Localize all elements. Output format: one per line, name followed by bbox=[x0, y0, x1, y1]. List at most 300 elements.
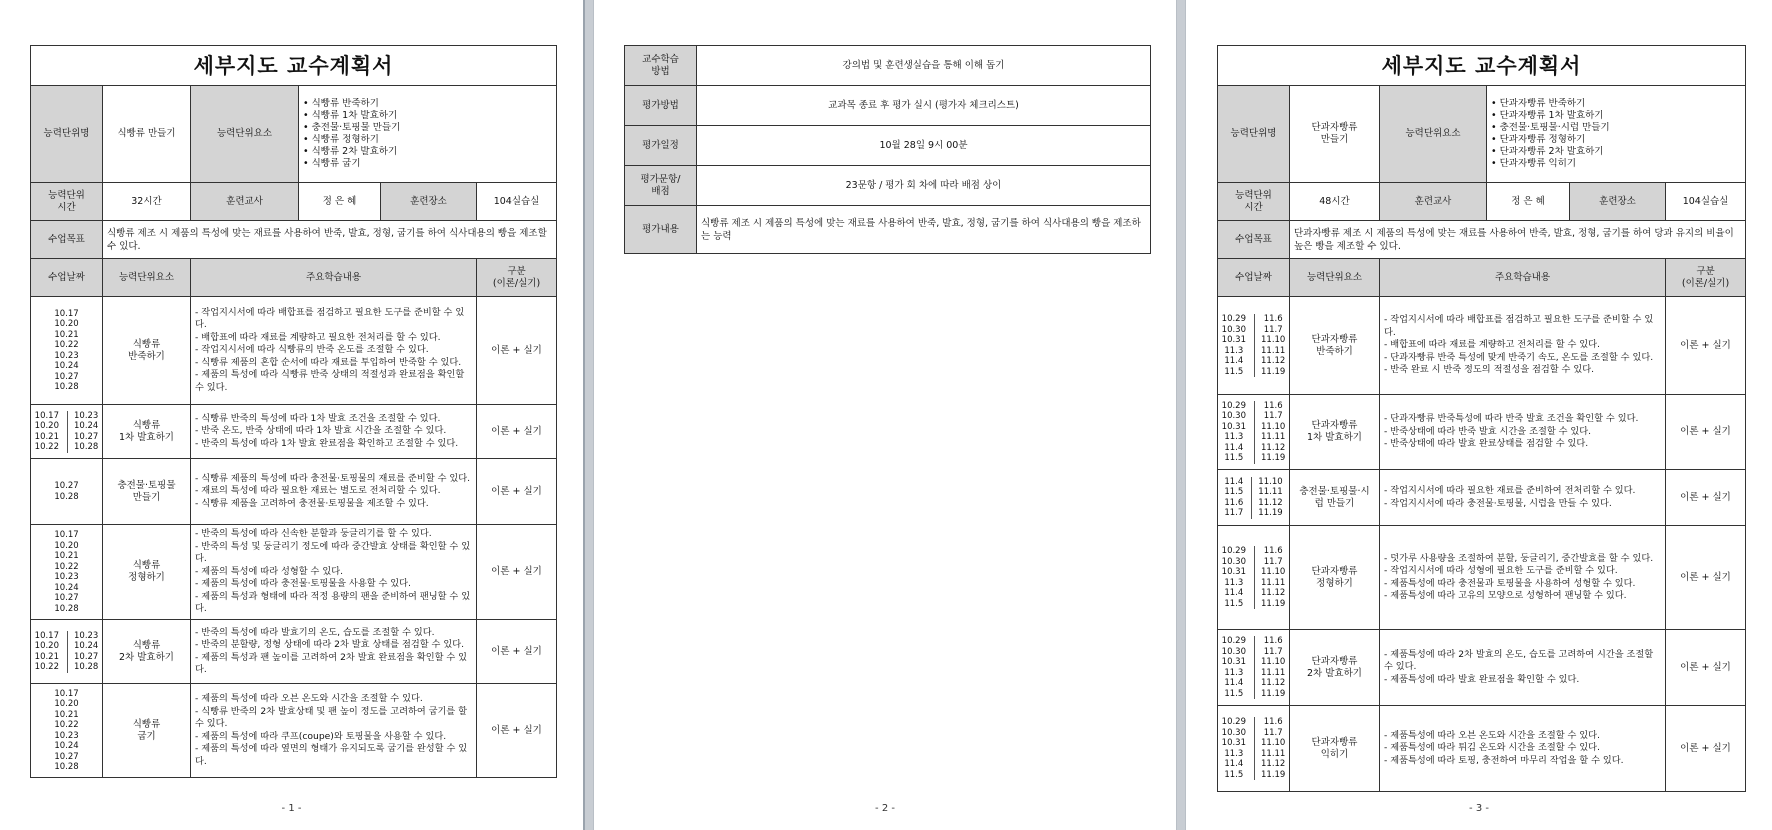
date-item: 11.12 bbox=[1261, 678, 1286, 688]
date-column bbox=[1222, 717, 1246, 780]
row-content bbox=[1380, 395, 1666, 470]
page-3 bbox=[1185, 0, 1772, 830]
row-element: 단과자빵류 반죽하기 bbox=[1290, 297, 1380, 395]
table-row bbox=[625, 126, 1151, 166]
schedule-rows bbox=[31, 297, 557, 778]
content-line: - 반죽의 특성에 따라 발효기의 온도, 습도를 조절할 수 있다. bbox=[195, 626, 435, 638]
date-item: 10.30 bbox=[1221, 646, 1246, 657]
date-item: 10.21 bbox=[54, 551, 79, 561]
date-header: 수업날짜 bbox=[31, 259, 103, 297]
date-column bbox=[1224, 477, 1243, 519]
date-item: 11.4 bbox=[1224, 476, 1244, 487]
content-line: - 제품특성에 따라 고유의 모양으로 성형하여 팬닝할 수 있다. bbox=[1384, 590, 1627, 601]
table-row bbox=[625, 46, 1151, 86]
unit-time: 48시간 bbox=[1290, 183, 1380, 221]
date-item: 11.6 bbox=[1263, 314, 1283, 324]
element-item: • 식빵류 정형하기 bbox=[303, 134, 379, 145]
element-header: 능력단위요소 bbox=[103, 259, 191, 297]
lesson-dates bbox=[31, 620, 103, 684]
lesson-dates bbox=[1218, 470, 1290, 526]
date-item: 10.24 bbox=[74, 641, 99, 651]
element-list bbox=[299, 86, 557, 183]
row-content bbox=[1380, 630, 1666, 706]
date-columns bbox=[1220, 546, 1287, 609]
date-item: 10.22 bbox=[34, 662, 59, 672]
date-item: 11.10 bbox=[1261, 738, 1286, 748]
row-content bbox=[191, 297, 477, 405]
element-item: • 단과자빵류 반죽하기 bbox=[1491, 98, 1586, 109]
row-element: 충전물·토핑물·시 럽 만들기 bbox=[1290, 470, 1380, 526]
content-line: - 작업지시서에 따라 식빵류의 반죽 온도를 조절할 수 있다. bbox=[195, 344, 429, 356]
page-title: 세부지도 교수계획서 bbox=[31, 46, 557, 86]
schedule-rows bbox=[1218, 297, 1746, 792]
date-column bbox=[1222, 314, 1246, 377]
content-line: - 제품특성에 따라 충전물과 토핑물을 사용하여 성형할 수 있다. bbox=[1384, 577, 1636, 589]
date-item: 10.20 bbox=[34, 641, 59, 651]
table-row bbox=[625, 86, 1151, 126]
date-item: 10.30 bbox=[1221, 727, 1246, 738]
date-item: 11.4 bbox=[1224, 759, 1244, 769]
row-type: 이론 + 실기 bbox=[477, 405, 557, 459]
content-line: - 제품의 특성에 따라 오븐 온도와 시간을 조절할 수 있다. bbox=[195, 693, 423, 704]
date-columns bbox=[1220, 477, 1287, 519]
content-line: - 단과자빵류 반죽 특성에 맞게 반죽기 속도, 온도를 조절할 수 있다. bbox=[1384, 351, 1654, 363]
date-item: 11.4 bbox=[1224, 356, 1244, 366]
date-item: 11.5 bbox=[1224, 769, 1244, 780]
lesson-plan-table bbox=[30, 45, 557, 778]
element-item: • 충전물·토핑물 만들기 bbox=[303, 122, 401, 133]
content-line: - 반죽 온도, 반죽 상태에 따라 1차 발효 시간을 조절할 수 있다. bbox=[195, 425, 447, 437]
row-content bbox=[1380, 526, 1666, 630]
content-line: - 작업지시서에 따라 배합표를 점검하고 필요한 도구를 준비할 수 있다. bbox=[1384, 314, 1654, 338]
date-item: 11.10 bbox=[1261, 335, 1286, 345]
date-item: 11.12 bbox=[1261, 442, 1286, 453]
page-number: - 2 - bbox=[875, 803, 895, 814]
row-type: 이론 + 실기 bbox=[477, 525, 557, 620]
date-column bbox=[1254, 314, 1285, 377]
lesson-dates bbox=[1218, 526, 1290, 630]
date-item: 10.21 bbox=[54, 709, 79, 720]
type-header: 구분 (이론/실기) bbox=[477, 259, 557, 297]
date-item: 10.23 bbox=[54, 730, 79, 741]
row-content bbox=[1380, 706, 1666, 792]
page-1 bbox=[0, 0, 585, 830]
elements-label: 능력단위요소 bbox=[1380, 86, 1487, 183]
date-item: 10.22 bbox=[54, 720, 79, 730]
content-line: - 제품의 특성에 따라 성형할 수 있다. bbox=[195, 565, 344, 577]
lesson-dates bbox=[31, 459, 103, 525]
date-item: 11.12 bbox=[1258, 497, 1283, 508]
page-title: 세부지도 교수계획서 bbox=[1218, 46, 1746, 86]
date-item: 11.5 bbox=[1224, 366, 1244, 377]
row-element: 식빵류 2차 발효하기 bbox=[103, 620, 191, 684]
element-header: 능력단위요소 bbox=[1290, 259, 1380, 297]
date-item: 11.12 bbox=[1261, 759, 1286, 769]
date-item: 10.22 bbox=[54, 340, 79, 350]
date-item: 10.29 bbox=[1221, 400, 1246, 411]
row-content bbox=[191, 459, 477, 525]
date-item: 10.22 bbox=[34, 442, 59, 452]
place-label: 훈련장소 bbox=[1570, 183, 1666, 221]
table-row bbox=[1218, 470, 1746, 526]
date-item: 11.7 bbox=[1263, 324, 1283, 335]
date-item: 10.27 bbox=[54, 371, 79, 382]
evaluation-table bbox=[624, 45, 1151, 254]
content-line: - 반죽상태에 따라 발효 완료상태를 점검할 수 있다. bbox=[1384, 438, 1589, 450]
date-item: 10.28 bbox=[54, 762, 79, 772]
date-column bbox=[1254, 717, 1285, 780]
unit-name-label: 능력단위명 bbox=[31, 86, 103, 183]
element-item: • 단과자빵류 2차 발효하기 bbox=[1491, 146, 1604, 157]
eval-label: 교수학습 방법 bbox=[625, 46, 697, 86]
goal-text: 식빵류 제조 시 제품의 특성에 맞는 재료를 사용하여 반죽, 발효, 정형, 굽기를 하여 식사대용의 빵을 제조할 수 있다. bbox=[103, 221, 557, 259]
content-line: - 제품특성에 따라 2차 발효의 온도, 습도를 고려하여 시간을 조절할 수 있다. bbox=[1384, 648, 1654, 673]
evaluation-rows bbox=[625, 46, 1151, 254]
content-line: - 제품의 특성에 따라 충전물·토핑물을 사용할 수 있다. bbox=[195, 578, 411, 590]
date-item: 10.21 bbox=[34, 431, 59, 442]
date-item: 10.24 bbox=[54, 741, 79, 751]
content-line: - 작업지시서에 따라 성형에 필요한 도구를 준비할 수 있다. bbox=[1384, 565, 1618, 576]
page-number: - 1 - bbox=[281, 803, 302, 814]
date-item: 11.6 bbox=[1263, 717, 1283, 727]
table-row bbox=[1218, 395, 1746, 470]
table-row bbox=[1218, 526, 1746, 630]
date-item: 10.17 bbox=[34, 410, 59, 421]
table-row bbox=[1218, 706, 1746, 792]
date-item: 11.5 bbox=[1224, 598, 1244, 609]
teacher-label: 훈련교사 bbox=[1380, 183, 1487, 221]
date-item: 11.19 bbox=[1261, 366, 1286, 377]
teacher-name: 정 은 혜 bbox=[299, 183, 381, 221]
date-item: 11.7 bbox=[1263, 556, 1283, 567]
element-item: • 식빵류 굽기 bbox=[303, 158, 361, 169]
table-row bbox=[31, 405, 557, 459]
date-item: 10.28 bbox=[74, 662, 99, 672]
type-header: 구분 (이론/실기) bbox=[1666, 259, 1746, 297]
date-columns bbox=[1220, 636, 1287, 699]
date-item: 10.29 bbox=[1221, 717, 1246, 727]
date-item: 11.7 bbox=[1263, 646, 1283, 657]
row-content bbox=[191, 620, 477, 684]
content-header: 주요학습내용 bbox=[1380, 259, 1666, 297]
date-item: 10.23 bbox=[54, 572, 79, 582]
eval-value: 23문항 / 평가 회 차에 따라 배점 상이 bbox=[697, 166, 1151, 206]
date-item: 10.30 bbox=[1221, 411, 1246, 421]
content-line: - 식빵류 제품을 고려하여 충전물·토핑물을 제조할 수 있다. bbox=[195, 497, 429, 509]
row-element: 식빵류 정형하기 bbox=[103, 525, 191, 620]
content-line: - 반죽의 특성에 따라 신속한 분할과 둥글리기를 할 수 있다. bbox=[195, 528, 432, 540]
table-row bbox=[31, 620, 557, 684]
date-item: 10.20 bbox=[54, 319, 79, 329]
date-item: 10.29 bbox=[1221, 636, 1246, 646]
row-type: 이론 + 실기 bbox=[477, 459, 557, 525]
date-item: 11.10 bbox=[1258, 476, 1283, 487]
eval-value: 강의법 및 훈련생실습을 통해 이해 돕기 bbox=[697, 46, 1151, 86]
content-header: 주요학습내용 bbox=[191, 259, 477, 297]
place-value: 104실습실 bbox=[1666, 183, 1746, 221]
date-item: 11.11 bbox=[1258, 487, 1283, 497]
row-element: 식빵류 반죽하기 bbox=[103, 297, 191, 405]
content-line: - 제품특성에 따라 튀김 온도와 시간을 조절할 수 있다. bbox=[1384, 742, 1600, 754]
place-value: 104실습실 bbox=[477, 183, 557, 221]
date-item: 10.20 bbox=[54, 540, 79, 551]
date-item: 11.4 bbox=[1224, 678, 1244, 688]
row-content bbox=[1380, 470, 1666, 526]
date-item: 10.24 bbox=[54, 582, 79, 593]
date-columns bbox=[1220, 314, 1287, 377]
date-item: 11.3 bbox=[1224, 577, 1244, 588]
content-line: - 제품의 특성과 형태에 따라 적정 용량의 팬을 준비하여 팬닝할 수 있다. bbox=[195, 590, 471, 615]
date-item: 10.31 bbox=[1221, 657, 1246, 667]
content-line: - 제품의 특성과 팬 높이를 고려하여 2차 발효 완료점을 확인할 수 있다. bbox=[195, 651, 468, 675]
element-list bbox=[1487, 86, 1746, 183]
lesson-dates bbox=[1218, 630, 1290, 706]
date-item: 10.23 bbox=[74, 410, 99, 421]
unit-name-label: 능력단위명 bbox=[1218, 86, 1290, 183]
date-column bbox=[1222, 636, 1246, 699]
date-item: 11.3 bbox=[1224, 667, 1244, 678]
page-2 bbox=[593, 0, 1177, 830]
teacher-label: 훈련교사 bbox=[191, 183, 299, 221]
content-line: - 덧가루 사용량을 조절하여 분할, 둥글리기, 중간발효를 할 수 있다. bbox=[1384, 552, 1654, 564]
date-column bbox=[1254, 546, 1285, 609]
content-line: - 식빵류 반죽의 2차 발효상태 및 팬 높이 정도를 고려하여 굽기를 할 수 있다. bbox=[195, 705, 468, 729]
date-item: 11.5 bbox=[1224, 688, 1244, 699]
date-item: 11.12 bbox=[1261, 356, 1286, 366]
row-element: 단과자빵류 1차 발효하기 bbox=[1290, 395, 1380, 470]
row-element: 단과자빵류 정형하기 bbox=[1290, 526, 1380, 630]
unit-name: 식빵류 만들기 bbox=[103, 86, 191, 183]
lesson-dates bbox=[31, 405, 103, 459]
row-element: 단과자빵류 익히기 bbox=[1290, 706, 1380, 792]
element-item: • 식빵류 1차 발효하기 bbox=[303, 110, 398, 121]
date-item: 11.6 bbox=[1224, 497, 1244, 508]
date-item: 10.23 bbox=[74, 630, 99, 641]
table-row bbox=[31, 459, 557, 525]
date-item: 11.7 bbox=[1224, 508, 1244, 518]
lesson-dates bbox=[1218, 395, 1290, 470]
date-item: 11.19 bbox=[1261, 769, 1286, 780]
element-item: • 단과자빵류 1차 발효하기 bbox=[1491, 110, 1604, 121]
date-column bbox=[1254, 401, 1285, 464]
content-line: - 작업지시서에 따라 필요한 재료를 준비하여 전처리할 수 있다. bbox=[1384, 485, 1636, 496]
row-type: 이론 + 실기 bbox=[1666, 630, 1746, 706]
date-item: 10.17 bbox=[54, 688, 79, 699]
date-item: 10.23 bbox=[54, 350, 79, 361]
content-line: - 제품특성에 따라 토핑, 충전하여 마무리 작업을 할 수 있다. bbox=[1384, 754, 1624, 766]
date-item: 11.12 bbox=[1261, 588, 1286, 598]
content-line: - 제품의 특성에 따라 옆면의 형태가 유지되도록 굽기를 완성할 수 있다. bbox=[195, 743, 468, 767]
row-element: 충전물·토핑물 만들기 bbox=[103, 459, 191, 525]
table-row bbox=[625, 206, 1151, 254]
date-item: 10.31 bbox=[1221, 738, 1246, 748]
teacher-name: 정 은 혜 bbox=[1487, 183, 1570, 221]
eval-label: 평가일정 bbox=[625, 126, 697, 166]
row-type: 이론 + 실기 bbox=[1666, 297, 1746, 395]
date-columns bbox=[33, 631, 100, 673]
content-line: - 배합표에 따라 재료를 계량하고 전처리를 할 수 있다. bbox=[1384, 339, 1600, 351]
date-item: 11.5 bbox=[1224, 453, 1244, 463]
date-item: 11.5 bbox=[1224, 487, 1244, 497]
table-row bbox=[1218, 630, 1746, 706]
date-item: 11.6 bbox=[1263, 546, 1283, 556]
table-row bbox=[31, 525, 557, 620]
date-column bbox=[1251, 477, 1282, 519]
unit-name: 단과자빵류 만들기 bbox=[1290, 86, 1380, 183]
date-item: 10.30 bbox=[1221, 556, 1246, 567]
row-type: 이론 + 실기 bbox=[477, 297, 557, 405]
date-item: 10.29 bbox=[1221, 314, 1246, 324]
date-column bbox=[35, 411, 59, 453]
date-item: 10.28 bbox=[54, 382, 79, 392]
date-item: 10.28 bbox=[54, 603, 79, 614]
content-line: - 반죽 완료 시 반죽 정도의 적절성을 점검할 수 있다. bbox=[1384, 364, 1595, 376]
unit-time-label: 능력단위 시간 bbox=[1218, 183, 1290, 221]
date-item: 10.17 bbox=[54, 308, 79, 319]
eval-label: 평가방법 bbox=[625, 86, 697, 126]
element-item: • 단과자빵류 정형하기 bbox=[1491, 134, 1586, 145]
content-line: - 반죽의 특성에 따라 1차 발효 완료점을 확인하고 조절할 수 있다. bbox=[195, 437, 459, 449]
eval-value: 10월 28일 9시 00분 bbox=[697, 126, 1151, 166]
lesson-dates bbox=[1218, 706, 1290, 792]
date-column bbox=[1222, 546, 1246, 609]
date-item: 10.31 bbox=[1221, 421, 1246, 432]
row-content bbox=[191, 684, 477, 778]
content-line: - 반죽상태에 따라 반죽 발효 시간을 조절할 수 있다. bbox=[1384, 425, 1592, 437]
date-item: 11.3 bbox=[1224, 748, 1244, 759]
content-line: - 제품특성에 따라 오븐 온도와 시간을 조절할 수 있다. bbox=[1384, 729, 1600, 741]
date-item: 11.11 bbox=[1261, 748, 1286, 759]
date-item: 10.22 bbox=[54, 561, 79, 572]
date-column bbox=[1254, 636, 1285, 699]
date-item: 11.3 bbox=[1224, 345, 1244, 356]
date-item: 10.27 bbox=[74, 431, 99, 442]
row-element: 식빵류 굽기 bbox=[103, 684, 191, 778]
content-line: - 단과자빵류 반죽특성에 따라 반죽 발효 조건을 확인할 수 있다. bbox=[1384, 413, 1639, 425]
elements-label: 능력단위요소 bbox=[191, 86, 299, 183]
date-item: 10.17 bbox=[34, 630, 59, 641]
date-item: 10.21 bbox=[54, 329, 79, 340]
date-item: 11.11 bbox=[1261, 667, 1286, 678]
date-item: 10.30 bbox=[1221, 324, 1246, 335]
date-item: 11.6 bbox=[1263, 636, 1283, 646]
content-line: - 작업지시서에 따라 충전물·토핑물, 시럽을 만들 수 있다. bbox=[1384, 497, 1612, 509]
row-type: 이론 + 실기 bbox=[1666, 706, 1746, 792]
content-line: - 작업지시서에 따라 배합표를 점검하고 필요한 도구를 준비할 수 있다. bbox=[195, 306, 465, 331]
row-element: 단과자빵류 2차 발효하기 bbox=[1290, 630, 1380, 706]
date-columns bbox=[1220, 717, 1287, 780]
date-item: 10.24 bbox=[74, 421, 99, 431]
element-item: • 식빵류 2차 발효하기 bbox=[303, 146, 398, 157]
table-row bbox=[1218, 297, 1746, 395]
lesson-plan-table bbox=[1217, 45, 1746, 792]
row-content bbox=[191, 525, 477, 620]
goal-label: 수업목표 bbox=[1218, 221, 1290, 259]
eval-value: 교과목 종료 후 평가 실시 (평가자 체크리스트) bbox=[697, 86, 1151, 126]
date-item: 11.10 bbox=[1261, 567, 1286, 577]
content-line: - 식빵류 제품의 혼합 순서에 따라 재료를 투입하여 반죽할 수 있다. bbox=[195, 356, 462, 368]
date-item: 10.24 bbox=[54, 361, 79, 371]
table-row bbox=[31, 684, 557, 778]
date-item: 11.10 bbox=[1261, 421, 1286, 432]
content-line: - 식빵류 반죽의 특성에 따라 1차 발효 조건을 조절할 수 있다. bbox=[195, 412, 441, 424]
date-item: 10.27 bbox=[54, 481, 79, 491]
row-content bbox=[1380, 297, 1666, 395]
date-item: 11.11 bbox=[1261, 577, 1286, 588]
date-item: 10.27 bbox=[54, 593, 79, 603]
eval-label: 평가문항/ 배점 bbox=[625, 166, 697, 206]
row-type: 이론 + 실기 bbox=[1666, 395, 1746, 470]
date-column bbox=[67, 411, 98, 453]
lesson-dates bbox=[31, 525, 103, 620]
table-row bbox=[31, 297, 557, 405]
content-line: - 제품의 특성에 따라 식빵류 반죽 상태의 적절성과 완료점을 확인할 수 있다. bbox=[195, 369, 465, 393]
lesson-dates bbox=[31, 297, 103, 405]
date-item: 11.11 bbox=[1261, 432, 1286, 442]
date-item: 11.19 bbox=[1261, 598, 1286, 609]
lesson-dates bbox=[1218, 297, 1290, 395]
content-line: - 반죽의 분할량, 정형 상태에 따라 2차 발효 상태를 점검할 수 있다. bbox=[195, 639, 465, 650]
date-item: 11.7 bbox=[1263, 727, 1283, 738]
element-item: • 충전물·토핑물·시럽 만들기 bbox=[1491, 122, 1610, 133]
date-item: 10.20 bbox=[34, 421, 59, 431]
date-item: 10.20 bbox=[54, 699, 79, 709]
date-item: 11.19 bbox=[1258, 508, 1283, 518]
date-item: 10.31 bbox=[1221, 567, 1246, 577]
content-line: - 배합표에 따라 재료를 계량하고 필요한 전처리를 할 수 있다. bbox=[195, 331, 441, 343]
date-item: 10.29 bbox=[1221, 546, 1246, 556]
goal-label: 수업목표 bbox=[31, 221, 103, 259]
place-label: 훈련장소 bbox=[381, 183, 477, 221]
eval-value: 식빵류 제조 시 제품의 특성에 맞는 재료를 사용하여 반죽, 발효, 정형, 굽기를 하여 식사대용의 빵을 제조하는 능력 bbox=[697, 206, 1151, 254]
date-item: 11.19 bbox=[1261, 688, 1286, 699]
date-item: 11.10 bbox=[1261, 657, 1286, 667]
row-type: 이론 + 실기 bbox=[1666, 526, 1746, 630]
date-item: 11.7 bbox=[1263, 411, 1283, 421]
content-line: - 식빵류 제품의 특성에 따라 충전물·토핑물의 재료를 준비할 수 있다. bbox=[195, 472, 471, 484]
row-type: 이론 + 실기 bbox=[477, 684, 557, 778]
element-item: • 단과자빵류 익히기 bbox=[1491, 158, 1577, 169]
goal-text: 단과자빵류 제조 시 제품의 특성에 맞는 재료를 사용하여 반죽, 발효, 정형, 굽기를 하여 당과 유지의 비율이 높은 빵을 제조할 수 있다. bbox=[1290, 221, 1746, 259]
date-column bbox=[35, 631, 59, 673]
table-row bbox=[625, 166, 1151, 206]
date-item: 11.19 bbox=[1261, 453, 1286, 463]
content-line: - 제품의 특성에 따라 쿠프(coupe)와 토핑물을 사용할 수 있다. bbox=[195, 730, 447, 742]
content-line: - 반죽의 특성 및 둥글리기 정도에 따라 중간발효 상태를 확인할 수 있다. bbox=[195, 540, 471, 565]
eval-label: 평가내용 bbox=[625, 206, 697, 254]
date-item: 10.31 bbox=[1221, 335, 1246, 345]
date-columns bbox=[1220, 401, 1287, 464]
date-column bbox=[1222, 401, 1246, 464]
date-item: 10.21 bbox=[34, 651, 59, 662]
row-type: 이론 + 실기 bbox=[477, 620, 557, 684]
page-number: - 3 - bbox=[1469, 803, 1489, 814]
content-line: - 제품특성에 따라 발효 완료점을 확인할 수 있다. bbox=[1384, 673, 1580, 685]
date-columns bbox=[33, 411, 100, 453]
date-item: 10.27 bbox=[74, 651, 99, 662]
lesson-dates bbox=[31, 684, 103, 778]
date-item: 11.4 bbox=[1224, 442, 1244, 453]
date-item: 10.28 bbox=[54, 491, 79, 502]
date-item: 11.11 bbox=[1261, 345, 1286, 356]
row-element: 식빵류 1차 발효하기 bbox=[103, 405, 191, 459]
content-line: - 재료의 특성에 따라 필요한 재료는 별도로 전처리할 수 있다. bbox=[195, 485, 441, 497]
row-content bbox=[191, 405, 477, 459]
date-item: 10.27 bbox=[54, 751, 79, 762]
date-item: 11.3 bbox=[1224, 432, 1244, 442]
date-item: 10.17 bbox=[54, 530, 79, 540]
date-column bbox=[67, 631, 98, 673]
